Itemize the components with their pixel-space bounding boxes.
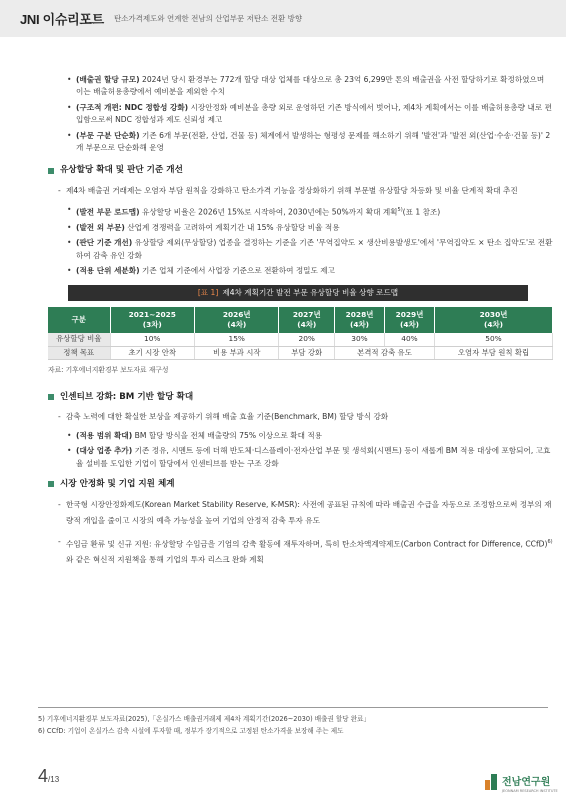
list-item: • (부문 구분 단순화) 기존 6개 부문(전환, 산업, 건물 등) 체계에서 발생하는 형평성 문제를 해소하기 위해 '발전'과 '발전 외(산업·수송·건물 등)' 2개 부문으로 단순화해 운영: [48, 130, 553, 155]
footnote: 6) CCfD: 기업이 온실가스 감축 시설에 투자할 때, 정부가 장기적으로 고정된 탄소가격을 보장해 주는 제도: [38, 727, 344, 735]
table-header-cell: 2030년 (4차): [435, 307, 553, 333]
roadmap-table: [48, 307, 553, 360]
report-brand: JNI 이슈리포트: [20, 12, 104, 27]
list-item: • (적용 범위 확대) BM 할당 방식을 전체 배출량의 75% 이상으로 확대 적용: [48, 430, 553, 442]
list-item: • (대상 업종 추가) 기존 정유, 시멘트 등에 더해 반도체·디스플레이·전자산업 부문 및 생석회(시멘트) 등이 새롭게 BM 적용 대상에 포함되어, 고효율 설비를 도입한 기업이 할당에서 인센티브를 받는 구조 강화: [48, 445, 553, 470]
table-header-cell: 2028년 (4차): [335, 307, 385, 333]
square-bullet-icon: [48, 481, 54, 487]
square-bullet-icon: [48, 168, 54, 174]
table-row: 정책 목표 초기 시장 안착 비용 부과 시작 부담 강화 본격적 감축 유도 오염자 부담 원칙 확립: [48, 346, 553, 359]
list-item: • (적용 단위 세분화) 기존 업체 기준에서 사업장 기준으로 전환하여 정밀도 제고: [48, 265, 553, 277]
table-row: 유상할당 비율 10% 15% 20% 30% 40% 50%: [48, 333, 553, 346]
section-heading: 인센티브 강화: BM 기반 할당 확대: [48, 391, 553, 403]
footnotes: [38, 707, 548, 737]
table-source: 자료: 기후에너지환경부 보도자료 재구성: [48, 366, 169, 375]
list-item: • (구조적 개편: NDC 정합성 강화) 시장안정화 예비분을 총량 외로 운영하던 기존 방식에서 벗어나, 제4차 계획에서는 이를 배출허용총량 내로 편입함으로써 NDC 정합성과 제도 신뢰성 제고: [48, 102, 553, 127]
main-content: [48, 74, 553, 573]
section-heading: 시장 안정화 및 기업 지원 체계: [48, 478, 553, 490]
table-header-cell: 2027년 (4차): [279, 307, 335, 333]
table-header-cell: 구분: [48, 307, 110, 333]
footnote: 5) 기후에너지환경부 보도자료(2025),「온실가스 배출권거래제 제4차 계획기간(2026~2030) 배출권 할당 완료」: [38, 715, 371, 723]
dash-paragraph: - 한국형 시장안정화제도(Korean Market Stability Reserve, K-MSR): 사전에 공표된 규칙에 따라 배출권 수급을 자동으로 조정함으로써 정부의 재량적 개입을 줄이고 시장의 예측 가능성을 높여 기업의 안정적 감축 투자 유도: [48, 497, 553, 529]
page-number: 4/13: [38, 766, 60, 786]
institute-logo: 전남연구원 JEONNAM RESEARCH INSTITUTE: [485, 770, 558, 793]
dash-paragraph: - 수입금 환류 및 신규 지원: 유상할당 수입금을 기업의 감축 활동에 재투자하며, 특히 탄소차액계약제도(Carbon Contract for Difference, CCfD)$^{6)}$와 같은 혁신적 지원책을 통해 기업의 투자 리스크 완화 계획: [48, 534, 553, 569]
table-header-cell: 2026년 (4차): [194, 307, 278, 333]
list-item: • (배출권 할당 규모) 2024년 당시 환경부는 772개 할당 대상 업체를 대상으로 총 23억 6,299만 톤의 배출권을 사전 할당하기로 확정하였으며 이는 배출허용총량에서 예비분을 제외한 수치: [48, 74, 553, 99]
dash-paragraph: - 감축 노력에 대한 확실한 보상을 제공하기 위해 배출 효율 기준(Benchmark, BM) 할당 방식 강화: [48, 409, 553, 425]
table-header-cell: 2021~2025 (3차): [110, 307, 194, 333]
page-header: [0, 0, 566, 37]
header-title: 탄소가격제도와 연계한 전남의 산업부문 저탄소 전환 방향: [113, 14, 303, 23]
table-header-cell: 2029년 (4차): [384, 307, 434, 333]
dash-paragraph: - 제4차 배출권 거래제는 오염자 부담 원칙을 강화하고 탄소가격 기능을 정상화하기 위해 부문별 유상할당 차등화 및 비율 단계적 확대 추진: [48, 183, 553, 199]
list-item: • (발전 외 부문) 산업계 경쟁력을 고려하여 계획기간 내 15% 유상할당 비율 적용: [48, 222, 553, 234]
list-item: • (발전 부문 로드맵) 유상할당 비율은 2026년 15%로 시작하여, 2030년에는 50%까지 확대 계획$^{5)}$(표 1 참조): [48, 204, 553, 219]
logo-mark-icon: [485, 774, 499, 790]
table-title: [표 1] 제4차 계획기간 발전 부문 유상할당 비율 상향 로드맵: [68, 285, 528, 301]
section-heading: 유상할당 확대 및 판단 기준 개선: [48, 164, 553, 176]
list-item: • (판단 기준 개선) 유상할당 제외(무상할당) 업종을 결정하는 기준을 기존 '무역집약도 × 생산비용발생도'에서 '무역집약도 × 탄소 집약도'로 전환하여 감축 유인 강화: [48, 237, 553, 262]
square-bullet-icon: [48, 394, 54, 400]
